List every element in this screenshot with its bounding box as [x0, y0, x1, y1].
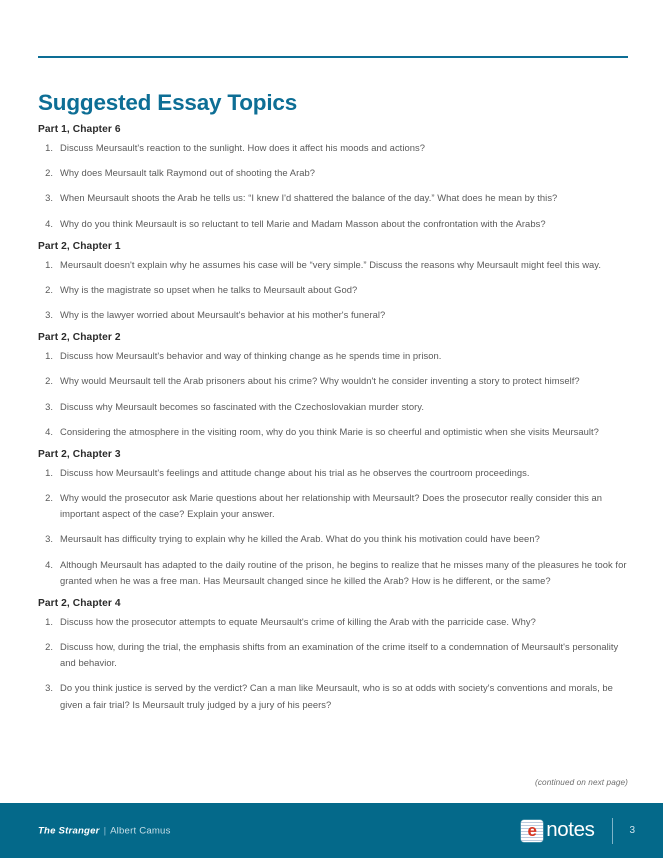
page-footer [0, 803, 663, 858]
section-part-1-chapter-6 [38, 124, 630, 232]
list-item-text: Discuss Meursault's reaction to the sunlight. How does it affect his moods and actions? [60, 142, 426, 153]
list-item-number: 2. [45, 641, 53, 653]
section-part-2-chapter-1 [38, 232, 630, 324]
list-item [38, 680, 630, 712]
section-part-2-chapter-4 [38, 589, 630, 713]
footer-separator: | [103, 825, 107, 836]
list-item-text: When Meursault shoots the Arab he tells us: “I knew I'd shattered the balance of the day.” What does he mean by this? [60, 192, 558, 204]
footer-branding [521, 818, 635, 844]
list-item-number: 4. [45, 217, 53, 229]
list-item-number: 3. [45, 192, 53, 204]
section-heading: Part 2, Chapter 2 [38, 332, 121, 344]
list-item-number: 1. [45, 615, 53, 627]
list-item-number: 2. [45, 375, 53, 387]
footer-citation [38, 825, 171, 836]
list-item-text: Meursault has difficulty trying to explain why he killed the Arab. What do you think his motivation could have been? [60, 533, 540, 545]
enotes-logo[interactable] [521, 820, 594, 842]
list-item [38, 190, 630, 206]
list-item [38, 373, 630, 389]
list-item [38, 531, 630, 547]
list-item-text: Why would Meursault tell the Arab prisoners about his crime? Why wouldn't he consider inventing a story to protect himself? [60, 375, 580, 387]
list-item [38, 165, 630, 181]
section-heading: Part 2, Chapter 3 [38, 448, 121, 460]
logo-letter-e: e [527, 820, 538, 840]
list-item [38, 257, 630, 273]
question-list [38, 140, 630, 232]
essay-topics-content [38, 124, 630, 713]
question-list [38, 348, 630, 440]
list-item [38, 140, 630, 156]
list-item-text: Although Meursault has adapted to the daily routine of the prison, he begins to realize that he misses many of the pleasures he took for granted when he was a free man. Has Meursault changed since he killed the Arab? How is he different, or the same? [60, 558, 627, 586]
list-item-number: 3. [45, 400, 53, 412]
section-heading: Part 1, Chapter 6 [38, 124, 121, 135]
list-item-number: 2. [45, 492, 53, 504]
list-item-text: Discuss how, during the trial, the emphasis shifts from an examination of the crime itself to a condemnation of Meursault's personality and behavior. [60, 641, 619, 669]
list-item [38, 557, 630, 589]
list-item-text: Why is the magistrate so upset when he talks to Meursault about God? [60, 283, 358, 295]
list-item-text: Meursault doesn't explain why he assumes his case will be “very simple.” Discuss the reasons why Meursault might feel this way. [60, 258, 601, 270]
section-part-2-chapter-3 [38, 440, 630, 589]
list-item-text: Why does Meursault talk Raymond out of shooting the Arab? [60, 167, 316, 179]
list-item-text: Why would the prosecutor ask Marie questions about her relationship with Meursault? Does the prosecutor really consider this an important aspect of the case? Explain your answer. [60, 492, 603, 520]
footer-book-author: Albert Camus [110, 825, 171, 836]
page-title: Suggested Essay Topics [38, 90, 298, 116]
list-item [38, 307, 630, 323]
list-item-number: 1. [45, 350, 53, 362]
question-list [38, 257, 630, 324]
page-number: 3 [629, 825, 635, 836]
list-item-text: Discuss why Meursault becomes so fascinated with the Czechoslovakian murder story. [60, 400, 424, 412]
section-heading: Part 2, Chapter 1 [38, 240, 121, 252]
list-item-text: Considering the atmosphere in the visiting room, why do you think Marie is so cheerful and optimistic when she visits Meursault? [60, 425, 599, 437]
list-item-text: Discuss how the prosecutor attempts to equate Meursault's crime of killing the Arab with the parricide case. Why? [60, 615, 536, 627]
question-list [38, 465, 630, 589]
list-item-number: 1. [45, 142, 53, 153]
list-item-number: 2. [45, 283, 53, 295]
footer-book-title: The Stranger [38, 825, 100, 836]
list-item [38, 614, 630, 630]
list-item-number: 2. [45, 167, 53, 179]
question-list [38, 614, 630, 713]
list-item [38, 348, 630, 364]
enotes-logo-word: notes [546, 818, 595, 842]
list-item-text: Discuss how Meursault's behavior and way of thinking change as he spends time in prison. [60, 350, 442, 362]
enotes-logo-mark-icon [521, 820, 543, 842]
list-item [38, 465, 630, 481]
list-item [38, 282, 630, 298]
footer-divider [612, 818, 613, 844]
list-item-text: Why is the lawyer worried about Meursault's behavior at his mother's funeral? [60, 309, 386, 321]
section-heading: Part 2, Chapter 4 [38, 597, 121, 609]
list-item-number: 3. [45, 309, 53, 321]
continued-note: (continued on next page) [535, 778, 628, 787]
section-part-2-chapter-2 [38, 323, 630, 440]
list-item [38, 490, 630, 522]
list-item-text: Do you think justice is served by the verdict? Can a man like Meursault, who is so at odds with society's conventions and morals, be given a fair trial? Is Meursault truly judged by a jury of his peers? [60, 682, 613, 710]
list-item-number: 4. [45, 425, 53, 437]
list-item [38, 399, 630, 415]
list-item [38, 639, 630, 671]
list-item [38, 216, 630, 232]
list-item-text: Why do you think Meursault is so reluctant to tell Marie and Madam Masson about the confrontation with the Arabs? [60, 217, 546, 229]
list-item-number: 4. [45, 558, 53, 570]
list-item-number: 1. [45, 466, 53, 478]
list-item-text: Discuss how Meursault's feelings and attitude change about his trial as he observes the courtroom proceedings. [60, 466, 530, 478]
header-rule [38, 56, 628, 58]
list-item [38, 424, 630, 440]
list-item-number: 3. [45, 533, 53, 545]
list-item-number: 1. [45, 258, 53, 270]
list-item-number: 3. [45, 682, 53, 694]
